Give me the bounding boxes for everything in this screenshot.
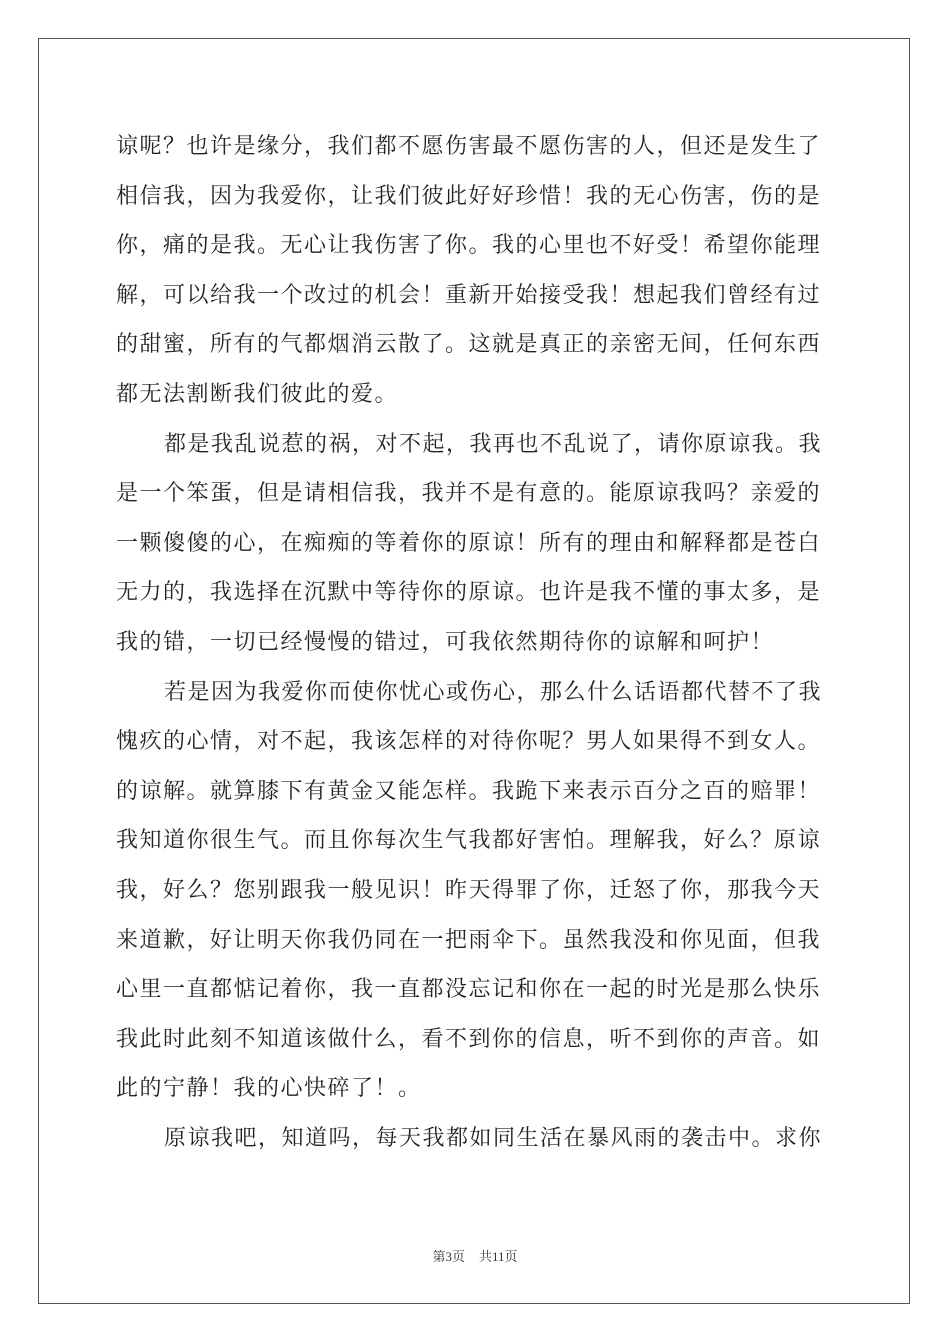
text-line: 谅呢？也许是缘分，我们都不愿伤害最不愿伤害的人，但还是发生了 xyxy=(116,134,822,159)
text-line: 一颗傻傻的心，在痴痴的等着你的原谅！所有的理由和解释都是苍白 xyxy=(116,530,822,556)
text-line: 是一个笨蛋，但是请相信我，我并不是有意的。能原谅我吗？亲爱的 xyxy=(116,481,822,507)
page-number: 第3页 xyxy=(432,1249,465,1264)
text-line: 若是因为我爱你而使你忧心或伤心，那么什么话语都代替不了我 xyxy=(164,679,823,705)
text-line: 愧疚的心情，对不起，我该怎样的对待你呢？男人如果得不到女人。 xyxy=(116,729,822,755)
text-line: 心里一直都惦记着你，我一直都没忘记和你在一起的时光是那么快乐 xyxy=(116,977,822,1003)
page-total: 共11页 xyxy=(478,1249,518,1264)
text-line: 无力的，我选择在沉默中等待你的原谅。也许是我不懂的事太多，是 xyxy=(116,580,822,606)
document-body xyxy=(116,122,836,1163)
text-line: 来道歉，好让明天你我仍同在一把雨伞下。虽然我没和你见面，但我 xyxy=(116,927,822,953)
text-line: 都是我乱说惹的祸，对不起，我再也不乱说了，请你原谅我。我 xyxy=(164,431,823,457)
text-line: 我此时此刻不知道该做什么，看不到你的信息，听不到你的声音。如 xyxy=(116,1026,822,1052)
text-line: 我，好么？您别跟我一般见识！昨天得罪了你，迁怒了你，那我今天 xyxy=(116,877,822,903)
text-line: 原谅我吧，知道吗，每天我都如同生活在暴风雨的袭击中。求你 xyxy=(164,1125,823,1151)
text-line: 的甜蜜，所有的气都烟消云散了。这就是真正的亲密无间，任何东西 xyxy=(116,332,822,358)
text-line: 此的宁静！我的心快碎了！。 xyxy=(116,1076,422,1102)
text-line: 都无法割断我们彼此的爱。 xyxy=(116,381,399,407)
text-line: 解，可以给我一个改过的机会！重新开始接受我！想起我们曾经有过 xyxy=(116,282,822,308)
text-line: 我的错，一切已经慢慢的错过，可我依然期待你的谅解和呵护！ xyxy=(116,629,775,655)
text-line: 我知道你很生气。而且你每次生气我都好害怕。理解我，好么？原谅 xyxy=(116,828,822,854)
text-line: 你，痛的是我。无心让我伤害了你。我的心里也不好受！希望你能理 xyxy=(116,233,822,259)
text-line: 的谅解。就算膝下有黄金又能怎样。我跪下来表示百分之百的赔罪！ xyxy=(116,778,822,804)
page-footer xyxy=(0,1246,950,1265)
text-line: 相信我，因为我爱你，让我们彼此好好珍惜！我的无心伤害，伤的是 xyxy=(116,183,822,209)
